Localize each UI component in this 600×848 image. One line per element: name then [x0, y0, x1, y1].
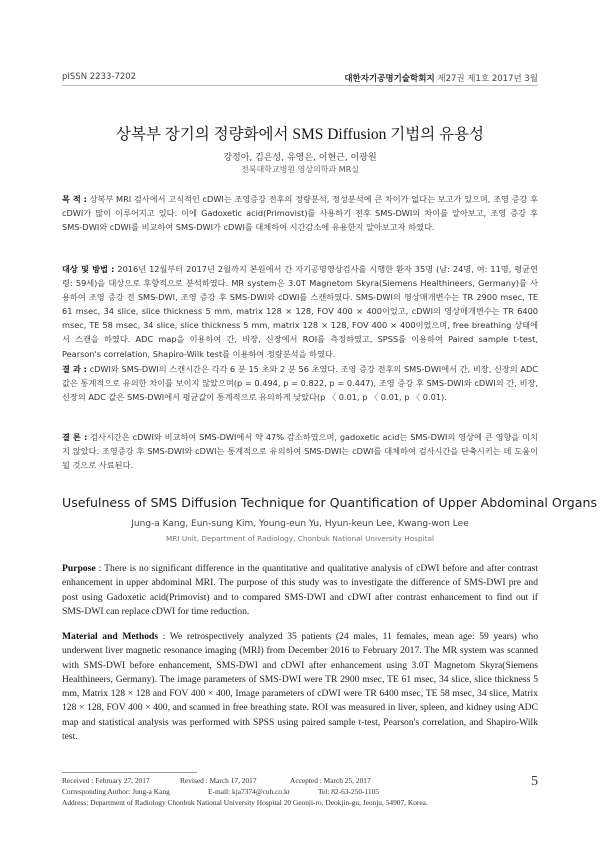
korean-conclusion-text: 검사시간은 cDWI와 비교하여 SMS-DWI에서 약 47% 감소하였으며, gadoxetic acid는 SMS-DWI의 영상에 큰 영향을 미치지 않았다. 조영증강 후 SMS-DWI와 cDWI는 통계적으로 유의하여 SMS-DWI는 cDWI를 대체하여 검사시간을 단축시키는 데 도움이 될 것으로 사료된다. [62, 432, 538, 471]
footer-dates [62, 776, 371, 785]
footer-divider [62, 772, 197, 773]
korean-results-text: cDWI와 SMS-DWI의 스캔시간은 각각 6 분 15 초와 2 분 56 초였다. 조영 증강 전후의 SMS-DWI에서 간, 비장, 신장의 ADC 값은 통계적으로 유의한 차이를 보이지 않았으며(p = 0.494, p = 0.822, p = 0.447), 조영 증강 후 SMS-DWI와 cDWI의 간, 비장, 신장의 ADC 값은 SMS-DWI에서 평균값이 통계적으로 유의하게 낮았다(p 〈 0.01, p 〈 0.01, p 〈 0.01). [62, 364, 538, 403]
volume-issue: 제27권 제1호 2017년 3월 [437, 74, 538, 84]
english-purpose-text: : There is no significant difference in the quantitative and qualitative analysis of cDWI before and after contrast enhancement in upper abdominal MRI. The purpose of this study was to investigate the difference of SMS-DWI pre and post using Gadoxetic acid(Primovist) and to compared SMS-DWI and cDWI after contrast enhancement to find out if SMS-DWI can replace cDWI for time reduction. [62, 563, 538, 617]
revised-date: Revised : March 17, 2017 [180, 776, 257, 785]
english-purpose [62, 562, 538, 619]
english-methods [62, 630, 538, 744]
korean-purpose-text: 상복부 MRI 검사에서 고식적인 cDWI는 조영증강 전후의 정량분석, 정성분석에 큰 차이가 없다는 보고가 있으며, 조영 증강 후 cDWI가 많이 이루어지고 있다. 이에 Gadoxetic acid(Primovist)를 사용하기 전후 SMS-DWI의 차이를 알아보고, 조영 증강 후 SMS-DWI와 cDWI를 비교하여 SMS-DWI가 cDWI를 대체하여 시간감소에 유용한지 알아보고자 하였다. [62, 194, 538, 233]
korean-authors: 강정아, 김은성, 유영은, 이현근, 이광원 [223, 153, 377, 163]
korean-methods-text: 2016년 12월부터 2017년 2월까지 본원에서 간 자기공명영상검사를 시행한 환자 35명 (남: 24명, 여: 11명, 평균연령: 59세)을 대상으로 후향적으로 분석하였다. MR system은 3.0T Magnetom Skyra(Siemens Healthineers, Germany)를 사용하여 조영 증강 전 SMS-DWI, 조영 증강 후 SMS-DWI와 cDWI를 스캔하였다. SMS-DWI의 영상매개변수는 TR 2900 msec, TE 61 msec, 34 slice, slice thickness 5 mm, matrix 128 × 128, FOV 400 × 400이었고, cDWI의 영상매개변수는 TR 6400 msec, TE 58 msec, 34 slice, slice thickness 5 mm, matrix 128 × 128, FOV 400 × 400이었으며, free breathing 상태에서 스캔을 하였다. ADC map을 이용하여 간, 비장, 신장에서 ROI를 측정하였고, SPSS를 이용하여 Paired sample t-test, Pearson's correlation, Shapiro-Wilk test를 이용하여 정량분석을 하였다. [62, 264, 538, 359]
korean-conclusion [62, 430, 538, 472]
received-date: Received : February 27, 2017 [62, 776, 150, 785]
english-methods-label: Material and Methods [62, 631, 159, 642]
korean-results-label: 결 과 : [62, 364, 87, 374]
korean-purpose-label: 목 적 : [62, 194, 87, 204]
corresponding-author: Corresponding Author: Jung-a Kang [62, 787, 170, 796]
author-tel: Tel: 82-63-250-1105 [318, 787, 379, 796]
header-divider [62, 85, 538, 86]
page-number: 5 [531, 774, 538, 789]
author-address: Address: Department of Radiology Chonbuk National University Hospital 20 Geonji-ro, Deokjin-gu, Jeonju, 54907, Korea. [62, 798, 428, 807]
korean-methods-label: 대상 및 방법 : [62, 264, 115, 274]
korean-purpose [62, 192, 538, 234]
korean-affiliation: 전북대학교병원 영상의학과 MR실 [240, 165, 359, 174]
korean-conclusion-label: 결 론 : [62, 432, 88, 442]
english-affiliation: MRI Unit, Department of Radiology, Chonbuk National University Hospital [166, 534, 434, 543]
english-methods-text: : We retrospectively analyzed 35 patients (24 males, 11 females, mean age: 59 years) who underwent liver magnetic resonance imaging (MRI) from December 2016 to February 2017. The MR system was scanned with SMS-DWI before enhancement, SMS-DWI and cDWI after enhancement using 3.0T Magnetom Skyra(Siemens Healthineers, Germany). The image parameters of SMS-DWI were TR 2900 msec, TE 61 msec, 34 slice, slice thickness 5 mm, Matrix 128 × 128 and FOV 400 × 400, Image parameters of cDWI were TR 6400 msec, TE 58 msec, 34 slice, Matrix 128 × 128, FOV 400 × 400, and scanned in free breathing state. ROI was measured in liver, spleen, and kidney using ADC map and statistical analysis was performed with SPSS using paired sample t-test, Pearson's correlation, and Shapiro-Wilk test. [62, 631, 538, 743]
accepted-date: Accepted : March 25, 2017 [290, 776, 371, 785]
issn-label: pISSN 2233-7202 [62, 72, 137, 82]
footer-contact [62, 787, 379, 796]
journal-header [344, 72, 538, 84]
korean-title: 상복부 장기의 정량화에서 SMS Diffusion 기법의 유용성 [116, 126, 484, 143]
english-authors: Jung-a Kang, Eun-sung Kim, Young-eun Yu, Hyun-keun Lee, Kwang-won Lee [131, 519, 469, 529]
korean-results [62, 362, 538, 404]
korean-methods [62, 262, 538, 361]
english-title: Usefulness of SMS Diffusion Technique for Quantification of Upper Abdominal Organs [62, 495, 598, 510]
english-purpose-label: Purpose [62, 563, 96, 574]
author-email: E-mail: kja7374@cuh.co.kr [208, 787, 291, 796]
journal-name: 대한자기공명기술학회지 [344, 74, 435, 84]
